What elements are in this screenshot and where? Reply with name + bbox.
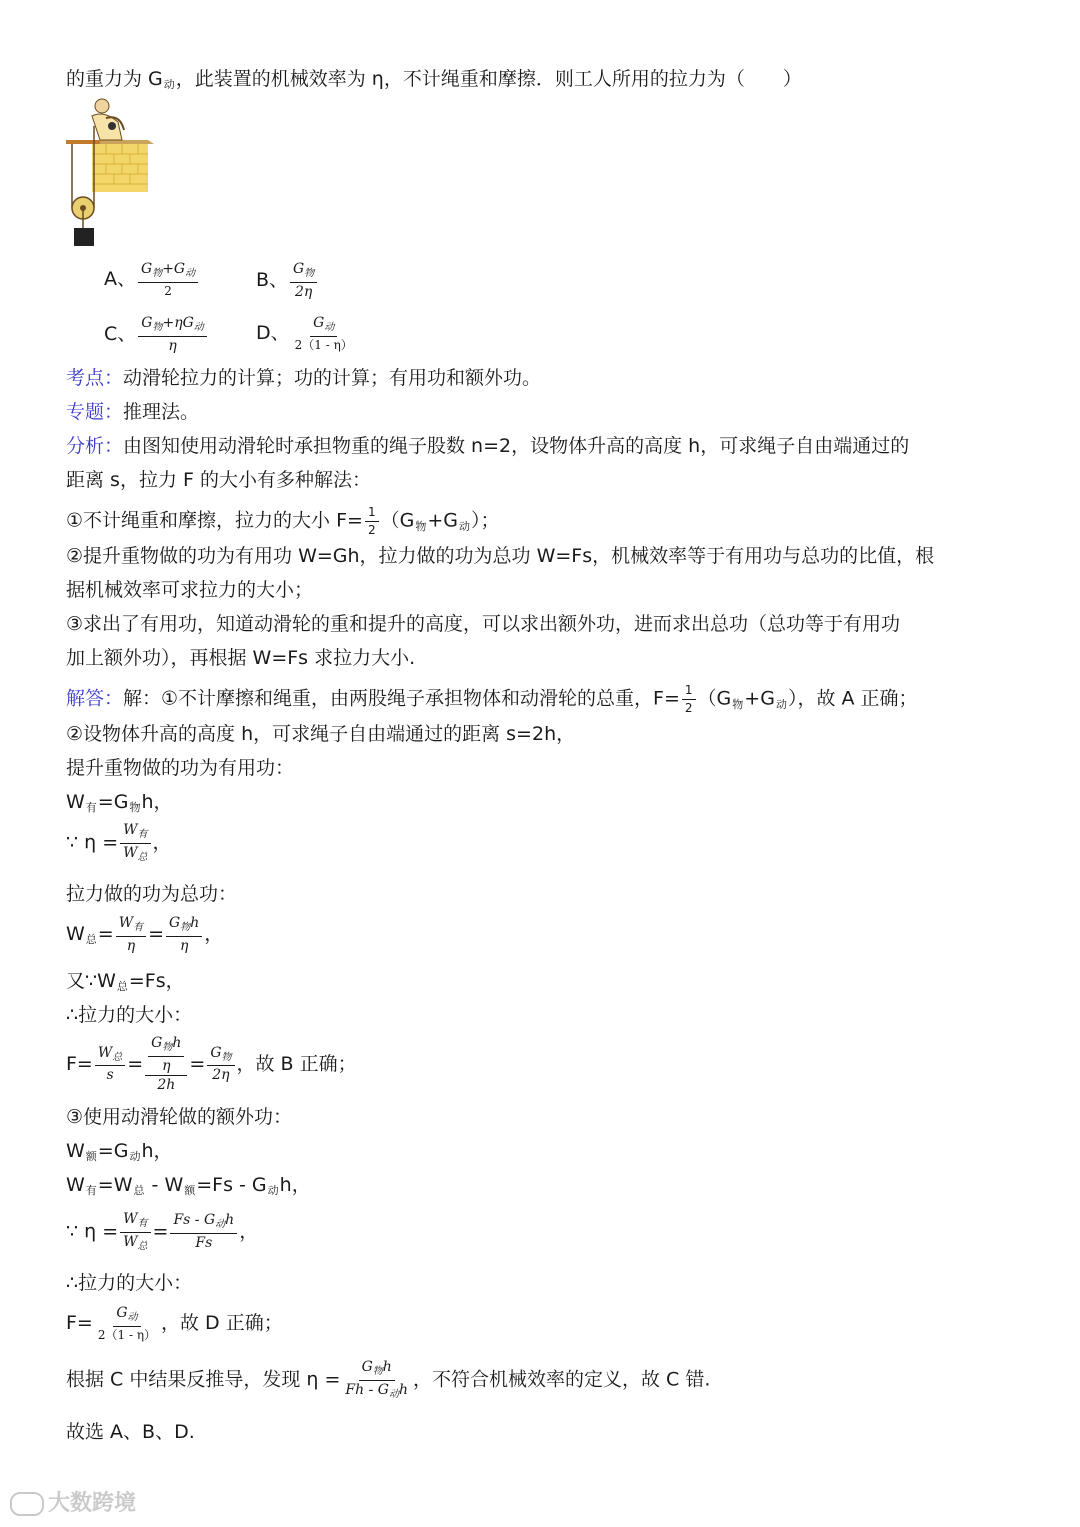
- option-a: [104, 262, 200, 297]
- fenxi-label: 分析：: [66, 435, 124, 457]
- option-d-fraction: $\frac{G_动}{2(1 - \eta)}$: [294, 315, 353, 352]
- zhuanti-line: [66, 403, 199, 422]
- so-line-2: ∴拉力的大小：: [66, 1272, 193, 1294]
- so-line-1: ∴拉力的大小：: [66, 1004, 193, 1026]
- fenxi-item-1: ①不计绳重和摩擦，拉力的大小 F= $\frac{1}{2}$ $(G_物+G_动)$；: [66, 505, 500, 537]
- option-b-label: B、: [256, 269, 289, 292]
- c-line: 根据 C 中结果反推导，发现 η = $\frac{G_物h}{Fh - G_动h}$ ，不符合机械效率的定义，故 C 错.: [66, 1359, 711, 1400]
- w-e-eq: $W_额=G_动h$，: [66, 1140, 173, 1163]
- eta-eq-1: ∵ η = $\frac{W_有}{W_总}$ ，: [66, 822, 172, 863]
- final-answer: 故选 A、B、D.: [66, 1421, 195, 1443]
- stem-sub: 动: [163, 78, 175, 91]
- option-c: [104, 316, 209, 353]
- option-a-label: A、: [104, 268, 136, 291]
- kaodian-line: [66, 369, 541, 388]
- kaodian-text: 动滑轮拉力的计算；功的计算；有用功和额外功。: [123, 367, 542, 389]
- stem-text-2: ，此装置的机械效率为 η，不计绳重和摩擦．则工人所用的拉力为（ ）: [175, 68, 802, 90]
- option-b-fraction: $\frac{G_物}{2\eta}$: [290, 262, 317, 299]
- w-you-eq: $W_有=G_物h$，: [66, 791, 173, 814]
- zhuanti-label: 专题：: [66, 401, 124, 423]
- fenxi-item-3b: 加上额外功），再根据 W=Fs 求拉力大小.: [66, 647, 416, 669]
- jieda-line-3: 提升重物做的功为有用功：: [66, 757, 295, 779]
- watermark: [10, 1492, 136, 1516]
- kaodian-label: 考点：: [66, 367, 124, 389]
- fenxi-line-2: 距离 s，拉力 F 的大小有多种解法：: [66, 469, 371, 491]
- f-b-eq: F= $\frac{W_总}{s}$ = $\frac{\frac{G_物h}{\eta}}{2h}$ = $\frac{G_物}{2\eta}$ ，故 B 正确；: [66, 1035, 357, 1094]
- zhuanti-text: 推理法。: [123, 401, 200, 423]
- fenxi-item-2a: ②提升重物做的功为有用功 W=Gh，拉力做的功为总功 W=Fs，机械效率等于有用功与总功的比值，根: [66, 545, 935, 567]
- stem-text-1: 的重力为 G: [66, 68, 163, 90]
- option-c-fraction: $\frac{G_物+\eta G_动}{\eta}$: [138, 316, 207, 353]
- option-d: [256, 316, 358, 351]
- worker-icon: [92, 99, 124, 140]
- pulley-illustration: [62, 96, 154, 251]
- fenxi-item-3a: ③求出了有用功，知道动滑轮的重和提升的高度，可以求出额外功，进而求出总功（总功等于有用功: [66, 613, 901, 635]
- option-d-label: D、: [256, 322, 290, 345]
- fenxi-text-1: 由图知使用动滑轮时承担物重的绳子股数 n=2，设物体升高的高度 h，可求绳子自由端通过的: [123, 435, 910, 457]
- option-b: [256, 262, 319, 299]
- option-a-fraction: $\frac{G_物+G_动}{2}$: [138, 262, 198, 297]
- jieda-label: 解答：: [66, 687, 124, 710]
- you-w-line: 又$\because W_总=Fs$，: [66, 970, 185, 993]
- fenxi-line-1: [66, 437, 909, 456]
- jieda-zonggong: 拉力做的功为总功：: [66, 883, 238, 905]
- pulley-wheel-icon: [72, 197, 94, 228]
- question-stem: [66, 70, 802, 90]
- eta-eq-2: ∵ η = $\frac{W_有}{W_总}$ = $\frac{Fs - G_动h}{Fs}$ ，: [66, 1211, 259, 1252]
- jieda-line-1: 解答：解：①不计摩擦和绳重，由两股绳子承担物体和动滑轮的总重，F= $\frac{1}{2}$ $(G_物+G_动)$，故 A 正确；: [66, 683, 918, 715]
- fenxi-item-2b: 据机械效率可求拉力的大小；: [66, 579, 314, 601]
- watermark-logo-icon: [10, 1492, 44, 1516]
- brick-wall-icon: [92, 140, 154, 192]
- option-c-label: C、: [104, 323, 137, 346]
- jieda-item-3: ③使用动滑轮做的额外功：: [66, 1106, 293, 1128]
- w-you2-eq: $W_有=W_总 - W_额=Fs - G_动h$，: [66, 1174, 311, 1197]
- watermark-text: 大数跨境: [48, 1491, 137, 1516]
- w-zong-eq: $W_总=$ $\frac{W_有}{\eta}$ = $\frac{G_物h}{\eta}$ ，: [66, 915, 224, 954]
- weight-block-icon: [74, 228, 94, 246]
- jieda-line-2: ②设物体升高的高度 h，可求绳子自由端通过的距离 s=2h，: [66, 723, 576, 745]
- f-d-eq: F= $\frac{G_动}{2(1 - \eta)}$ ，故 D 正确；: [66, 1305, 283, 1342]
